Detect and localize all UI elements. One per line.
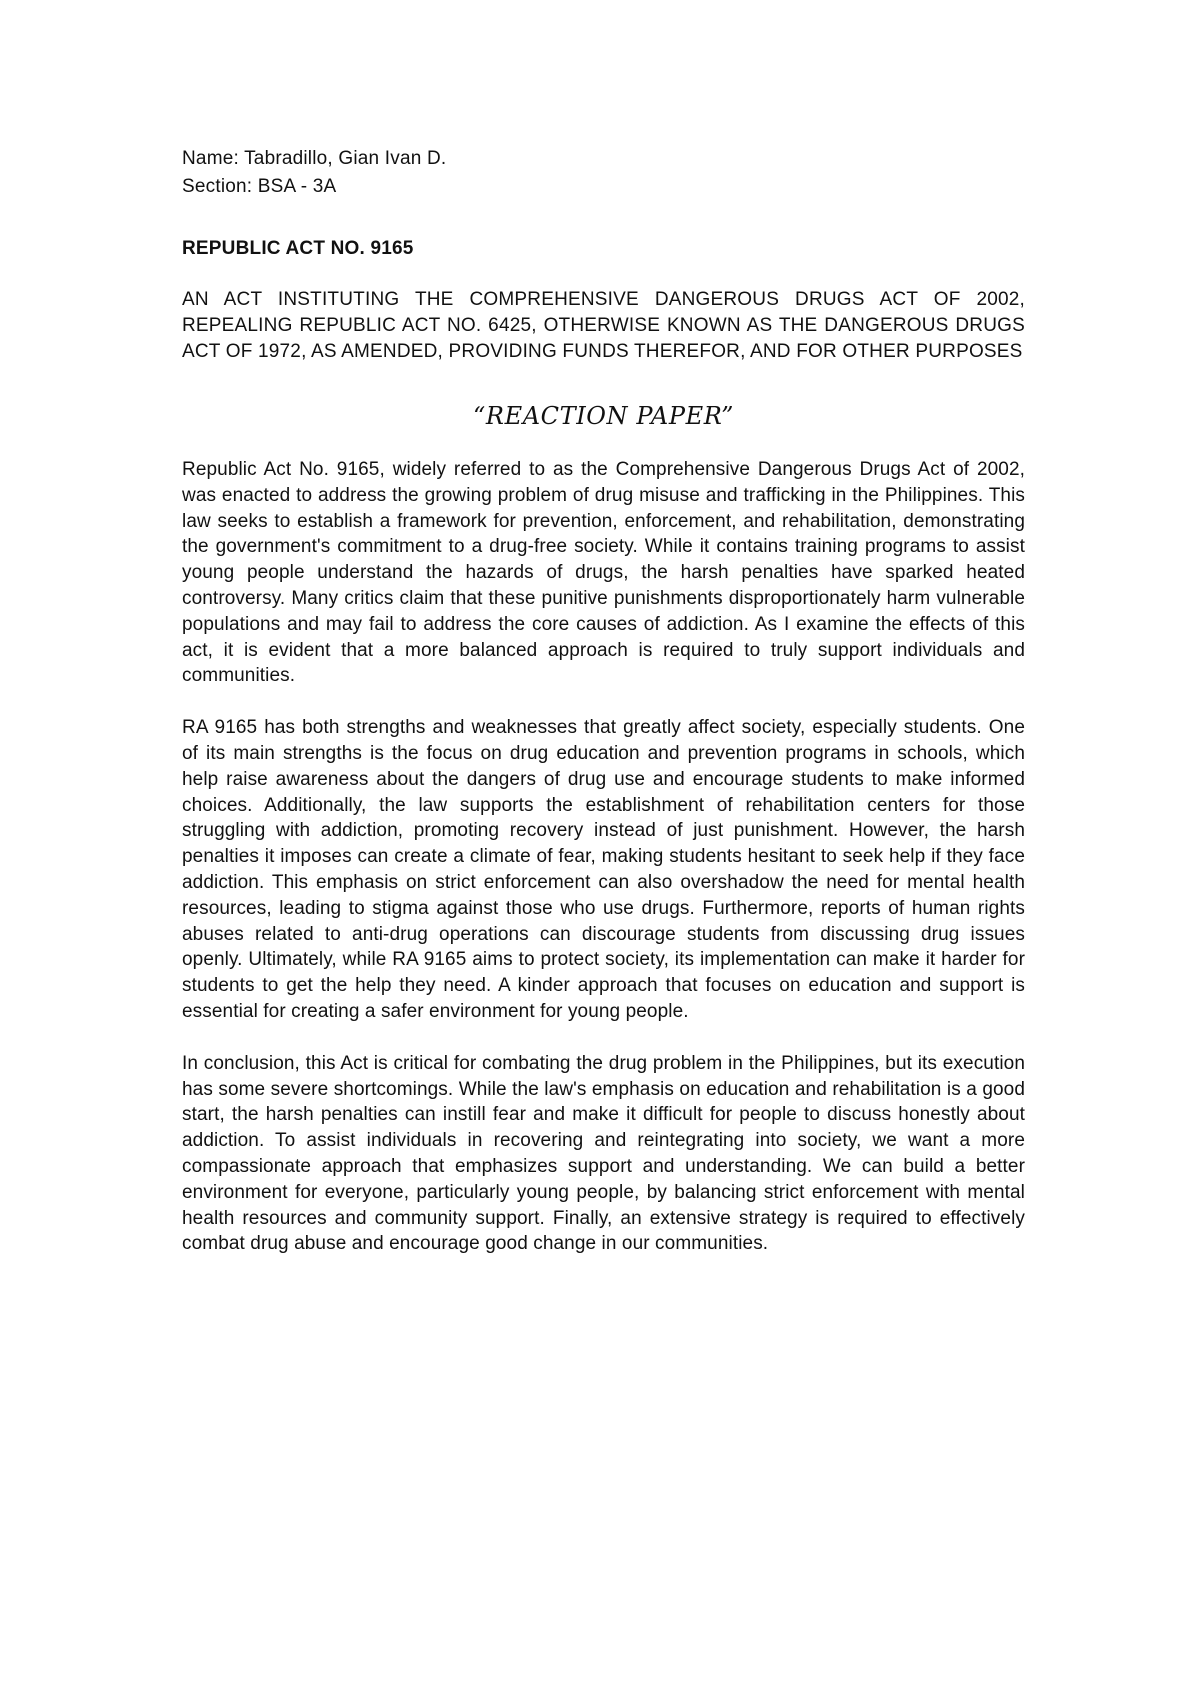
student-section: Section: BSA - 3A (182, 176, 337, 197)
act-title: AN ACT INSTITUTING THE COMPREHENSIVE DANGEROUS DRUGS ACT OF 2002, REPEALING REPUBLIC ACT NO. 6425, OTHERWISE KNOWN AS THE DANGEROUS DRUGS ACT OF 1972, AS AMENDED, PROVIDING FUNDS THEREFOR, AND FOR OTHER PURPOSES (182, 289, 1025, 362)
act-number-heading: REPUBLIC ACT NO. 9165 (182, 238, 414, 259)
paragraph-analysis: RA 9165 has both strengths and weaknesses that greatly affect society, especially students. One of its main strengths is the focus on drug education and prevention programs in schools, which help raise awareness about the dangers of drug use and encourage students to make informed choices. Additionally, the law supports the establishment of rehabilitation centers for those struggling with addiction, promoting recovery instead of just punishment. However, the harsh penalties it imposes can create a climate of fear, making students hesitant to seek help if they face addiction. This emphasis on strict enforcement can also overshadow the need for mental health resources, leading to stigma against those who use drugs. Furthermore, reports of human rights abuses related to anti-drug operations can discourage students from discussing drug issues openly. Ultimately, while RA 9165 aims to protect society, its implementation can make it harder for students to get the help they need. A kinder approach that focuses on education and support is essential for creating a safer environment for young people. (182, 717, 1025, 1022)
paragraph-conclusion: In conclusion, this Act is critical for combating the drug problem in the Philippines, but its execution has some severe shortcomings. While the law's emphasis on education and rehabilitation is a good start, the harsh penalties can instill fear and make it difficult for people to discuss honestly about addiction. To assist individuals in recovering and reintegrating into society, we want a more compassionate approach that emphasizes support and understanding. We can build a better environment for everyone, particularly young people, by balancing strict enforcement with mental health resources and community support. Finally, an extensive strategy is required to effectively combat drug abuse and encourage good change in our communities. (182, 1052, 1025, 1255)
student-name: Name: Tabradillo, Gian Ivan D. (182, 148, 447, 169)
paragraph-introduction: Republic Act No. 9165, widely referred to as the Comprehensive Dangerous Drugs Act of 2002, was enacted to address the growing problem of drug misuse and trafficking in the Philippines. This law seeks to establish a framework for prevention, enforcement, and rehabilitation, demonstrating the government's commitment to a drug-free society. While it contains training programs to assist young people understand the hazards of drugs, the harsh penalties have sparked heated controversy. Many critics claim that these punitive punishments disproportionately harm vulnerable populations and may fail to address the core causes of addiction. As I examine the effects of this act, it is evident that a more balanced approach is required to truly support individuals and communities. (182, 459, 1025, 687)
document-body (182, 145, 1025, 1283)
reaction-paper-title: “REACTION PAPER” (473, 402, 734, 430)
